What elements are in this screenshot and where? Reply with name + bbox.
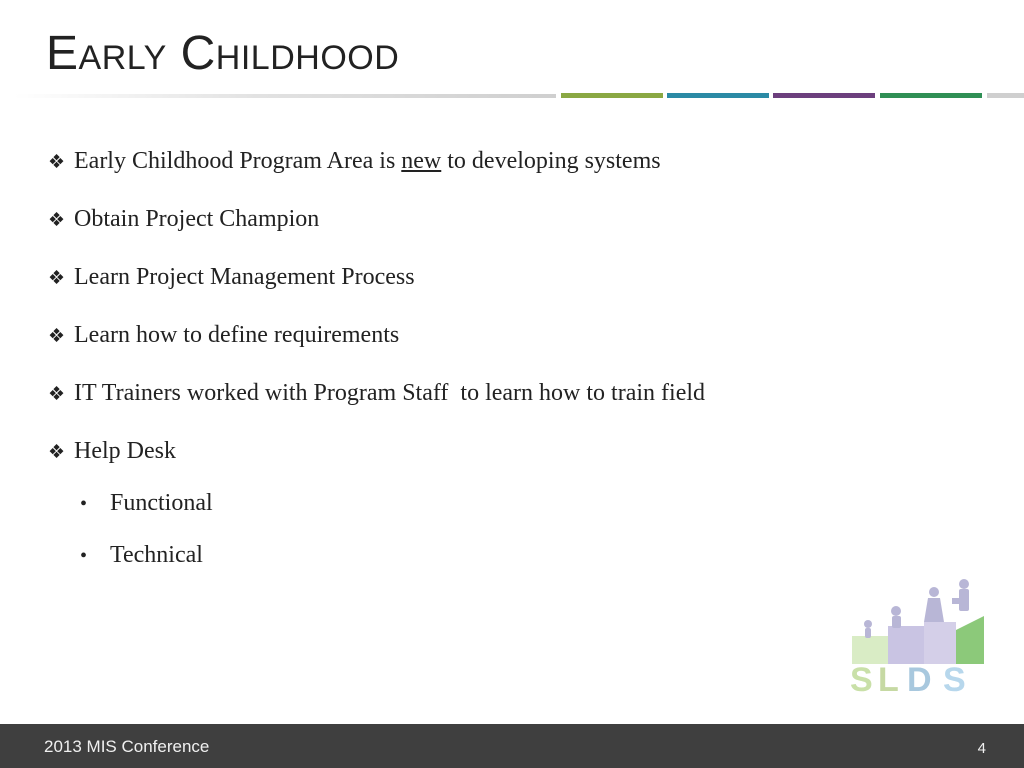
bullet-item <box>48 262 988 292</box>
bullet-text: IT Trainers worked with Program Staff to learn how to train field <box>74 380 706 406</box>
bullet-item <box>48 436 988 466</box>
sub-bullet-list <box>80 488 213 592</box>
bullet-text: Learn how to define requirements <box>74 322 400 348</box>
accent-bar-blue <box>667 93 769 98</box>
bullet-text: Learn Project Management Process <box>74 264 415 290</box>
logo-letter-l: L <box>878 661 899 698</box>
logo-letter-d: D <box>907 661 932 698</box>
emphasis-new: new <box>401 148 442 174</box>
diamond-bullet-icon: ❖ <box>48 152 66 173</box>
bullet-item <box>48 378 988 408</box>
accent-bar-darkgreen <box>880 93 982 98</box>
dot-bullet-icon: • <box>80 545 88 567</box>
sub-bullet-text: Technical <box>110 542 203 568</box>
diamond-bullet-icon: ❖ <box>48 384 66 405</box>
dot-bullet-icon: • <box>80 493 88 515</box>
logo-letters <box>850 661 966 698</box>
slide-title: Early Childhood <box>46 27 400 80</box>
title-underline-fade <box>14 94 556 98</box>
logo-step-3 <box>924 622 956 664</box>
bullet-text: Help Desk <box>74 438 176 464</box>
bullet-list <box>48 146 988 494</box>
logo-letter-s: S <box>850 661 873 698</box>
bullet-item <box>48 320 988 350</box>
bullet-text: Early Childhood Program Area is new to developing systems <box>74 148 661 174</box>
diamond-bullet-icon: ❖ <box>48 326 66 347</box>
logo-step-4 <box>956 616 984 664</box>
title-underline <box>0 93 1024 99</box>
slds-logo <box>848 578 988 698</box>
diamond-bullet-icon: ❖ <box>48 442 66 463</box>
accent-bar-green <box>561 93 663 98</box>
bullet-item <box>48 146 988 176</box>
logo-step-1 <box>852 636 888 664</box>
page-number: 4 <box>977 740 986 757</box>
footer-conference: 2013 MIS Conference <box>44 737 210 756</box>
sub-bullet-item <box>80 540 213 570</box>
sub-bullet-text: Functional <box>110 490 213 516</box>
logo-letter-s2: S <box>943 661 966 698</box>
bullet-item <box>48 204 988 234</box>
diamond-bullet-icon: ❖ <box>48 210 66 231</box>
bullet-text: Obtain Project Champion <box>74 206 320 232</box>
footer-bar <box>0 724 1024 768</box>
sub-bullet-item <box>80 488 213 518</box>
accent-bar-grey <box>987 93 1024 98</box>
logo-step-2 <box>888 626 924 664</box>
diamond-bullet-icon: ❖ <box>48 268 66 289</box>
accent-bar-purple <box>773 93 875 98</box>
